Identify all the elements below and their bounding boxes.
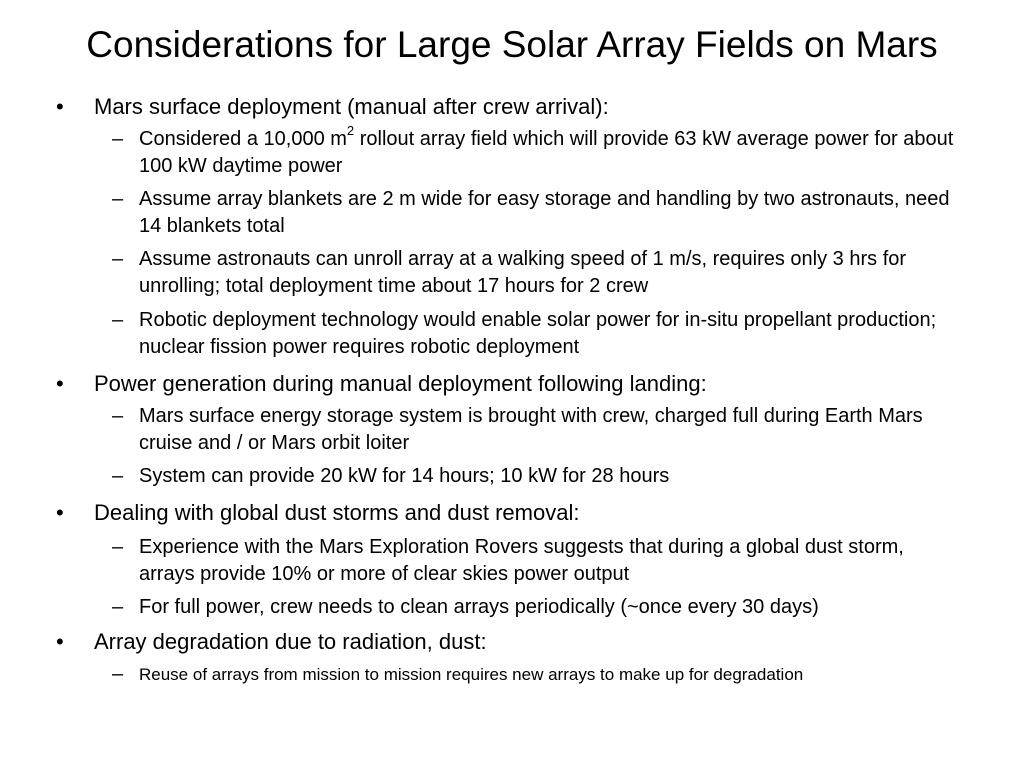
sub-bullet-marker: – [112,536,124,558]
sub-bullet-marker: – [112,128,124,150]
array-field-text-end: rollout array field which will provide 63 kW average power for about 100 kW daytime power [139,128,954,177]
sub-bullet-marker: – [112,465,124,487]
sub-bullet-robotic-text: Robotic deployment technology would enable solar power for in-situ propellant production; nuclear fission power requires robotic deployment [139,309,937,358]
sub-bullet-blankets-text: Assume array blankets are 2 m wide for easy storage and handling by two astronauts, need 14 blankets total [139,188,950,237]
sub-bullet-reuse-text: Reuse of arrays from mission to mission requires new arrays to make up for degradation [139,665,804,684]
sub-bullet-marker: – [112,663,124,685]
bullet-marker: • [56,500,64,525]
bullet-power-generation-text: Power generation during manual deployment following landing: [94,371,707,396]
sub-bullet-marker: – [112,309,124,331]
sub-bullet-system-output-text: System can provide 20 kW for 14 hours; 10 kW for 28 hours [139,465,670,487]
sub-bullet-marker: – [112,188,124,210]
superscript-two: 2 [346,123,355,139]
sub-bullet-array-field-text [139,123,959,180]
slide-title: Considerations for Large Solar Array Fields on Mars [86,24,938,65]
sub-bullet-unroll-text: Assume astronauts can unroll array at a walking speed of 1 m/s, requires only 3 hrs for unrolling; total deployment time about 17 hours for 2 crew [139,248,907,297]
bullet-degradation-text: Array degradation due to radiation, dust: [94,629,487,654]
sub-bullet-marker: – [112,596,124,618]
sub-bullet-marker: – [112,248,124,270]
bullet-dust-storms-text: Dealing with global dust storms and dust removal: [94,500,580,525]
bullet-marker: • [56,371,64,396]
array-field-text-start: Considered a 10,000 m [139,128,347,150]
sub-bullet-rovers-text: Experience with the Mars Exploration Rovers suggests that during a global dust storm, arrays provide 10% or more of clear skies power output [139,536,904,585]
sub-bullet-cleaning-text: For full power, crew needs to clean arrays periodically (~once every 30 days) [139,596,819,618]
bullet-marker: • [56,629,64,654]
sub-bullet-marker: – [112,405,124,427]
bullet-deployment-text: Mars surface deployment (manual after crew arrival): [94,94,609,119]
sub-bullet-energy-storage-text: Mars surface energy storage system is brought with crew, charged full during Earth Mars cruise and / or Mars orbit loiter [139,405,923,454]
bullet-marker: • [56,94,64,119]
